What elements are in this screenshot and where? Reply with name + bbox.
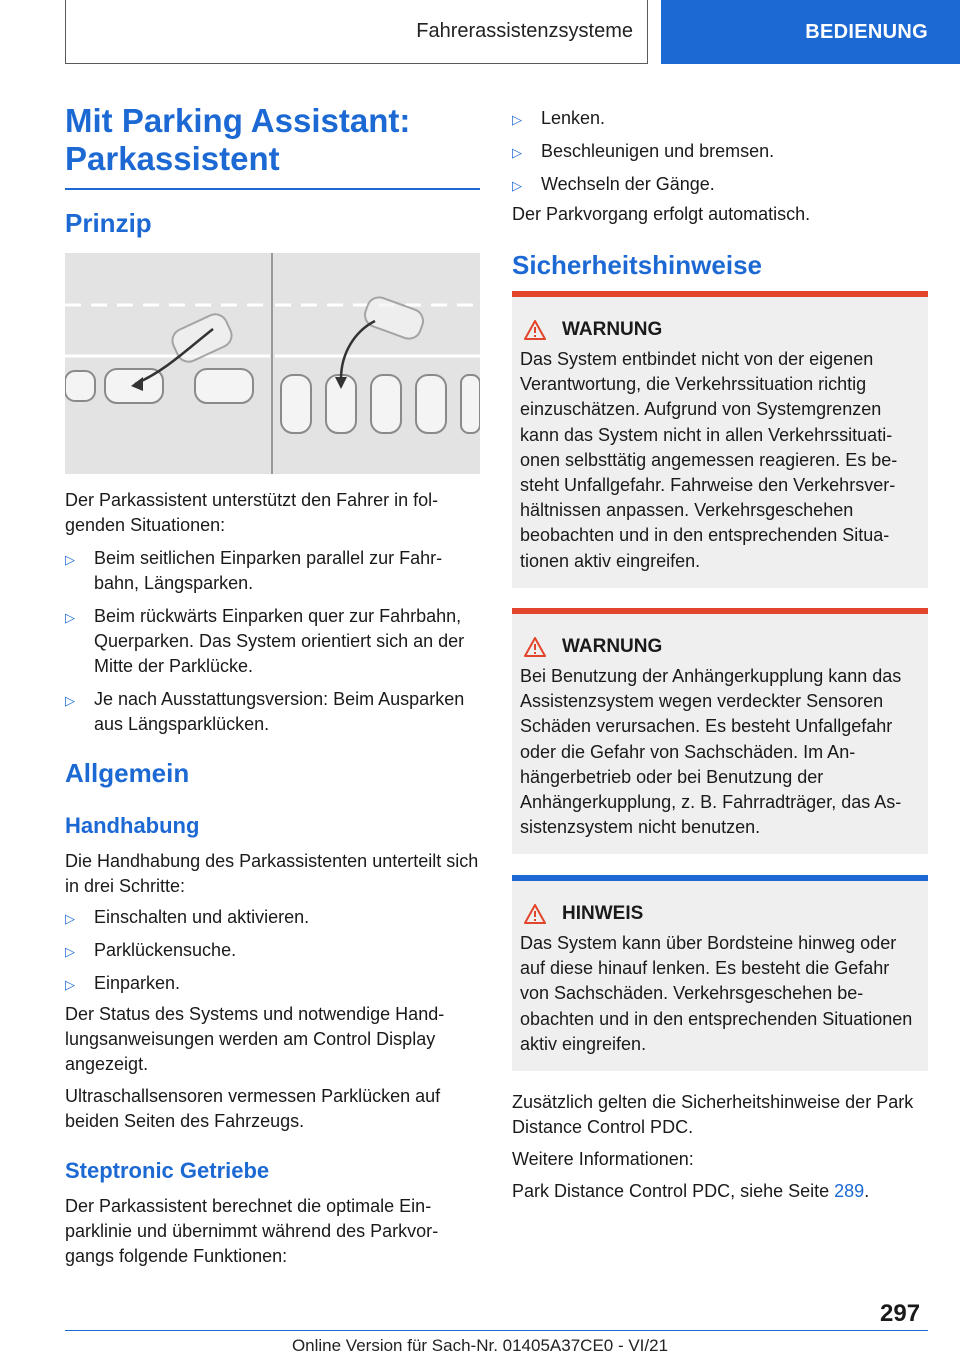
reference-line: Park Distance Control PDC, siehe Seite 289.: [512, 1181, 870, 1201]
notice-label: HINWEIS: [562, 903, 644, 924]
bullet-triangle-icon: ▷: [65, 552, 75, 567]
list-item: ▷ Beim rückwärts Einparken quer zur Fahrbahn, Querparken. Das System orientiert sich an der Mitte der Parklücke.: [65, 606, 465, 676]
list-item: ▷ Beschleunigen und bremsen.: [512, 139, 928, 164]
page-number: 297: [880, 1300, 921, 1327]
bullet-triangle-icon: ▷: [512, 112, 522, 127]
sensor-text: Ultraschallsensoren vermessen Parklücken auf beiden Seiten des Fahrzeugs.: [65, 1086, 441, 1131]
notice-box: [512, 875, 928, 1071]
header-section: [65, 0, 648, 64]
heading-general: Allgemein: [65, 758, 190, 788]
warning-box-1: [512, 291, 928, 588]
list-item: ▷ Einparken.: [65, 971, 480, 996]
warning-box-2: [512, 608, 928, 854]
warning-triangle-icon: [524, 320, 546, 340]
list-item: ▷ Einschalten und aktivieren.: [65, 905, 480, 930]
list-item: ▷ Lenken.: [512, 106, 928, 131]
warning-label: WARNUNG: [562, 319, 663, 340]
warning-text: Bei Benutzung der Anhängerkupplung kann das Assistenzsystem wegen verdeckter Sensoren Schäden verursachen. Es besteht Unfallgefahr oder die Gefahr von Sachschäden. Im Anhängerbetrieb oder bei Benutzung der Anhängerkupplung, z. B. Fahrradträger, das Assistenzsystem nicht benutzen.: [520, 666, 902, 838]
bullet-triangle-icon: ▷: [65, 693, 75, 708]
warning-label: WARNUNG: [562, 636, 663, 657]
situations-list: [65, 546, 480, 745]
intro-text: Der Parkassistent unterstützt den Fahrer in folgenden Situationen:: [65, 490, 439, 535]
header-section-title: Fahrerassistenzsysteme: [416, 20, 633, 42]
bullet-triangle-icon: ▷: [512, 178, 522, 193]
more-info-label: Weitere Informationen:: [512, 1149, 694, 1169]
heading-handling: Handhabung: [65, 813, 200, 838]
notice-text: Das System kann über Bordsteine hinweg oder auf diese hinauf lenken. Es besteht die Gefahr von Sachschäden. Verkehrsgeschehen beobachten und in den entsprechenden Situationen aktiv eingreifen.: [520, 933, 913, 1054]
parking-diagram: [65, 253, 480, 474]
heading-steptronic: Steptronic Getriebe: [65, 1158, 270, 1183]
warning-text: Das System entbindet nicht von der eigenen Verantwortung, die Verkehrssituation richtig einzuschätzen. Aufgrund von Systemgrenzen kann das System nicht in allen Verkehrssituationen selbsttätig angemessen reagieren. Es besteht Unfallgefahr. Fahrweise den Verkehrsverhältnissen anpassen. Verkehrsgeschehen beobachten und in den entsprechenden Situationen aktiv eingreifen.: [520, 349, 898, 571]
list-item: ▷ Beim seitlichen Einparken parallel zur Fahrbahn, Längsparken.: [65, 548, 443, 593]
bullet-triangle-icon: ▷: [65, 944, 75, 959]
steps-list: [65, 905, 480, 1004]
auto-text: Der Parkvorgang erfolgt automatisch.: [512, 204, 811, 224]
reference-text: Park Distance Control PDC, siehe Seite: [512, 1181, 835, 1201]
header-chapter-title: BEDIENUNG: [805, 20, 928, 43]
additional-text: Zusätzlich gelten die Sicherheitshinweise der Park Distance Control PDC.: [512, 1092, 914, 1137]
list-item: ▷ Je nach Ausstattungsversion: Beim Ausparken aus Längsparklücken.: [65, 689, 465, 734]
heading-principle: Prinzip: [65, 208, 152, 238]
parking-illustration: [65, 253, 480, 474]
bullet-triangle-icon: ▷: [512, 145, 522, 160]
header-chapter-tab[interactable]: [661, 0, 960, 64]
page-reference-link[interactable]: 289: [834, 1181, 865, 1201]
warning-triangle-icon: [524, 637, 546, 657]
list-item: ▷ Wechseln der Gänge.: [512, 172, 928, 197]
footer-text: Online Version für Sach-Nr. 01405A37CE0 - VI/21: [291, 1336, 669, 1355]
steptronic-text: Der Parkassistent berechnet die optimale Einparklinie und übernimmt während des Parkvorgangs folgende Funktionen:: [65, 1196, 439, 1266]
bullet-triangle-icon: ▷: [65, 610, 75, 625]
list-item: ▷ Parklückensuche.: [65, 938, 480, 963]
functions-list: [512, 106, 928, 205]
bullet-triangle-icon: ▷: [65, 911, 75, 926]
bullet-triangle-icon: ▷: [65, 977, 75, 992]
page-title: Mit Parking Assistant: Parkassistent: [65, 102, 480, 190]
heading-safety: Sicherheitshinweise: [512, 250, 762, 280]
footer-divider: [65, 1330, 928, 1331]
status-text: Der Status des Systems und notwendige Handlungsanweisungen werden am Control Display angezeigt.: [65, 1004, 445, 1074]
handling-intro: Die Handhabung des Parkassistenten unterteilt sich in drei Schritte:: [65, 851, 479, 896]
notice-triangle-icon: [524, 904, 546, 924]
